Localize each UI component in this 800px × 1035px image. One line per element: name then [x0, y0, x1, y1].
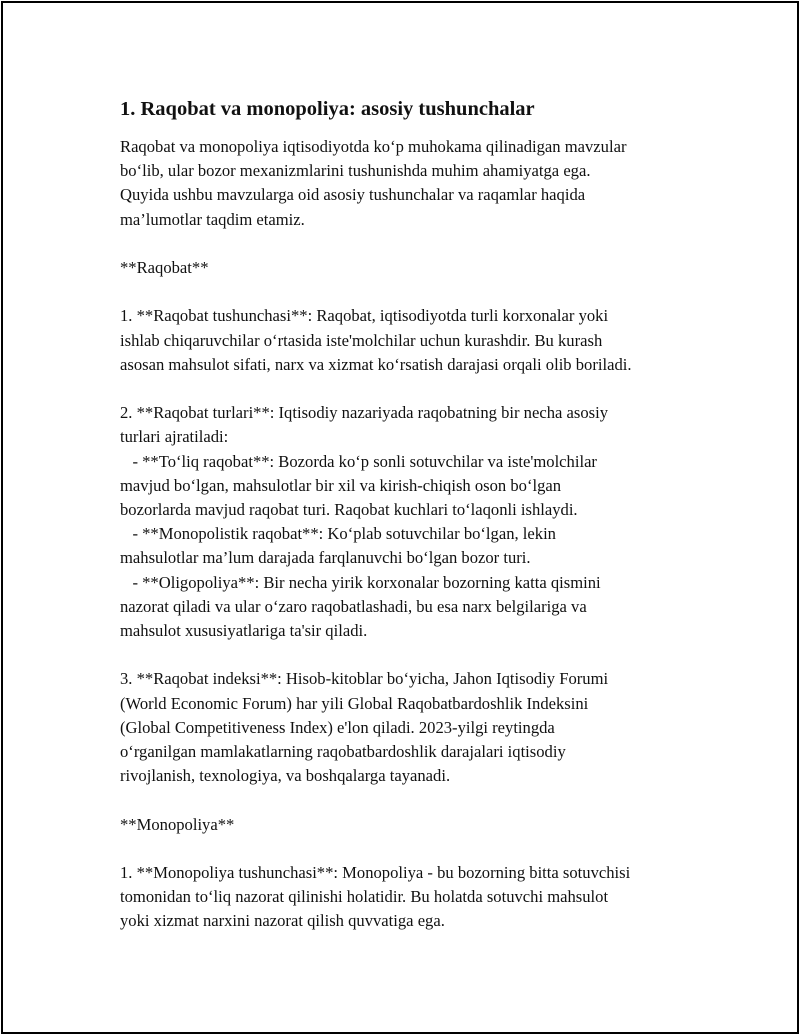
monopoliya-subheading: **Monopoliya**	[120, 814, 235, 834]
monopoliya-item-1: 1. **Monopoliya tushunchasi**: Monopoliya - bu bozorning bitta sotuvchisi tomonidan to‘liq nazorat qilinishi holatidir. Bu holatda sotuvchi mahsulot yoki xizmat narxini nazorat qilish quvvatiga ega.	[120, 863, 631, 931]
document-body	[120, 95, 710, 958]
intro-paragraph: Raqobat va monopoliya iqtisodiyotda ko‘p muhokama qilinadigan mavzular bo‘lib, ular bozor mexanizmlarini tushunishda muhim ahamiyatga ega. Quyida ushbu mavzularga oid asosiy tushunchalar va raqamlar haqida ma’lumotlar taqdim etamiz.	[120, 137, 627, 229]
raqobat-item-2: 2. **Raqobat turlari**: Iqtisodiy nazariyada raqobatning bir necha asosiy turlari ajratiladi: - **To‘liq raqobat**: Bozorda ko‘p sonli sotuvchilar va iste'molchilar mavjud bo‘lgan, mahsulotlar bir xil va kirish-chiqish oson bo‘lgan bozorlarda mavjud raqobat turi. Raqobat kuchlari to‘laqonli ishlaydi. - **Monopolistik raqobat**: Ko‘plab sotuvchilar bo‘lgan, lekin mahsulotlar ma’lum darajada farqlanuvchi bo‘lgan bozor turi. - **Oligopoliya**: Bir necha yirik korxonalar bozorning katta qismini nazorat qiladi va ular o‘zaro raqobatlashadi, bu esa narx belgilariga va mahsulot xususiyatlariga ta'sir qiladi.	[120, 403, 608, 641]
raqobat-item-3: 3. **Raqobat indeksi**: Hisob-kitoblar bo‘yicha, Jahon Iqtisodiy Forumi (World Economic Forum) har yili Global Raqobatbardoshlik Indeksini (Global Competitiveness Index) e'lon qiladi. 2023-yilgi reytingda o‘rganilgan mamlakatlarning raqobatbardoshlik darajalari iqtisodiy rivojlanish, texnologiya, va boshqalarga tayanadi.	[120, 669, 609, 786]
raqobat-item-1: 1. **Raqobat tushunchasi**: Raqobat, iqtisodiyotda turli korxonalar yoki ishlab chiqaruvchilar o‘rtasida iste'molchilar uchun kurashdir. Bu kurash asosan mahsulot sifati, narx va xizmat ko‘rsatish darajasi orqali olib boriladi.	[120, 306, 632, 374]
section-heading: 1. Raqobat va monopoliya: asosiy tushunchalar	[120, 98, 535, 120]
page-frame	[1, 1, 799, 1034]
raqobat-subheading: **Raqobat**	[120, 258, 209, 277]
